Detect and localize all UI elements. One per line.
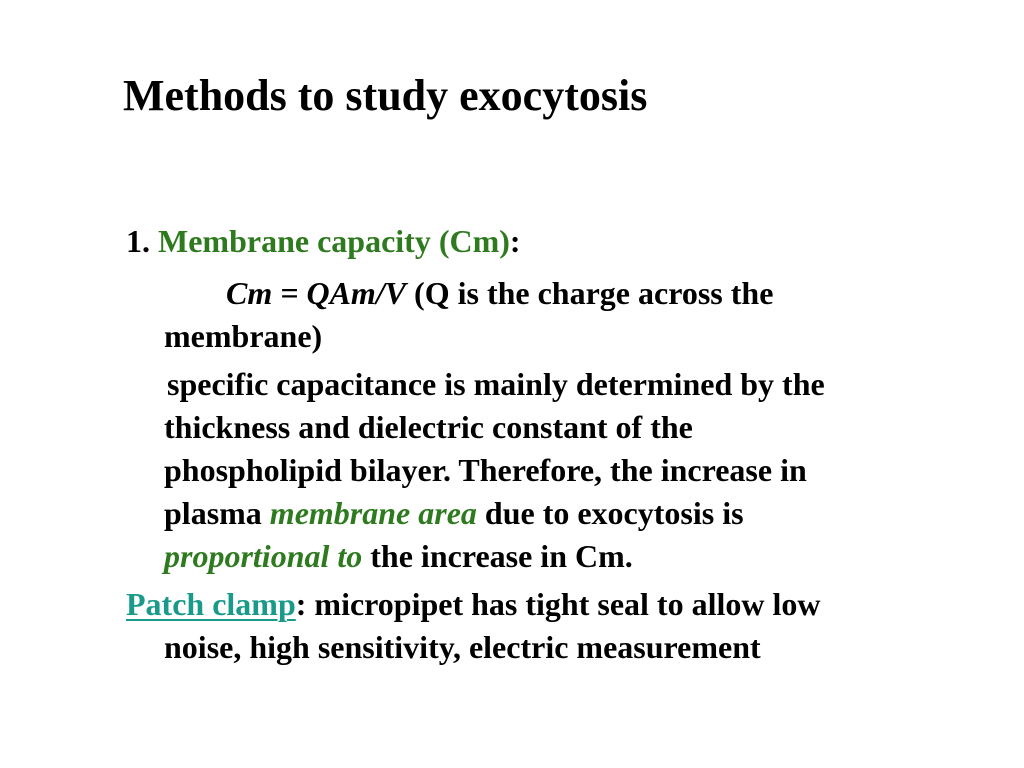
spec-line-3: phospholipid bilayer. Therefore, the increase in <box>164 452 807 488</box>
formula-note: Q is the charge across the <box>424 275 774 311</box>
section-heading: Membrane capacity (Cm) <box>158 223 510 259</box>
patch-clamp-description-continuation: noise, high sensitivity, electric measurement <box>164 629 761 665</box>
spec-line-5 <box>126 535 1006 578</box>
spec-line-4-pre: plasma <box>164 495 270 531</box>
patch-clamp-link[interactable]: Patch clamp <box>126 586 296 622</box>
patch-clamp-description: : micropipet has tight seal to allow low <box>295 586 821 622</box>
section-heading-line <box>126 220 1006 263</box>
formula: Cm = QAm/V <box>226 275 407 311</box>
spec-line-4 <box>126 492 1006 535</box>
spec-line-4-post: due to exocytosis is <box>476 495 744 531</box>
spec-line-2: thickness and dielectric constant of the <box>164 409 693 445</box>
spec-line-1: specific capacitance is mainly determined by the <box>167 366 825 402</box>
proportional-emphasis: proportional to <box>164 538 363 574</box>
spec-line-5-post: the increase in Cm. <box>362 538 633 574</box>
membrane-area-emphasis: membrane area <box>269 495 477 531</box>
formula-line <box>126 272 1006 315</box>
slide-body <box>126 220 1006 669</box>
slide-title: Methods to study exocytosis <box>123 71 648 120</box>
section-number: 1. <box>126 223 158 259</box>
formula-note-continuation: membrane) <box>164 318 323 354</box>
section-heading-colon: : <box>509 223 521 259</box>
patch-clamp-line <box>126 583 1006 626</box>
formula-note-open: ( <box>406 275 425 311</box>
